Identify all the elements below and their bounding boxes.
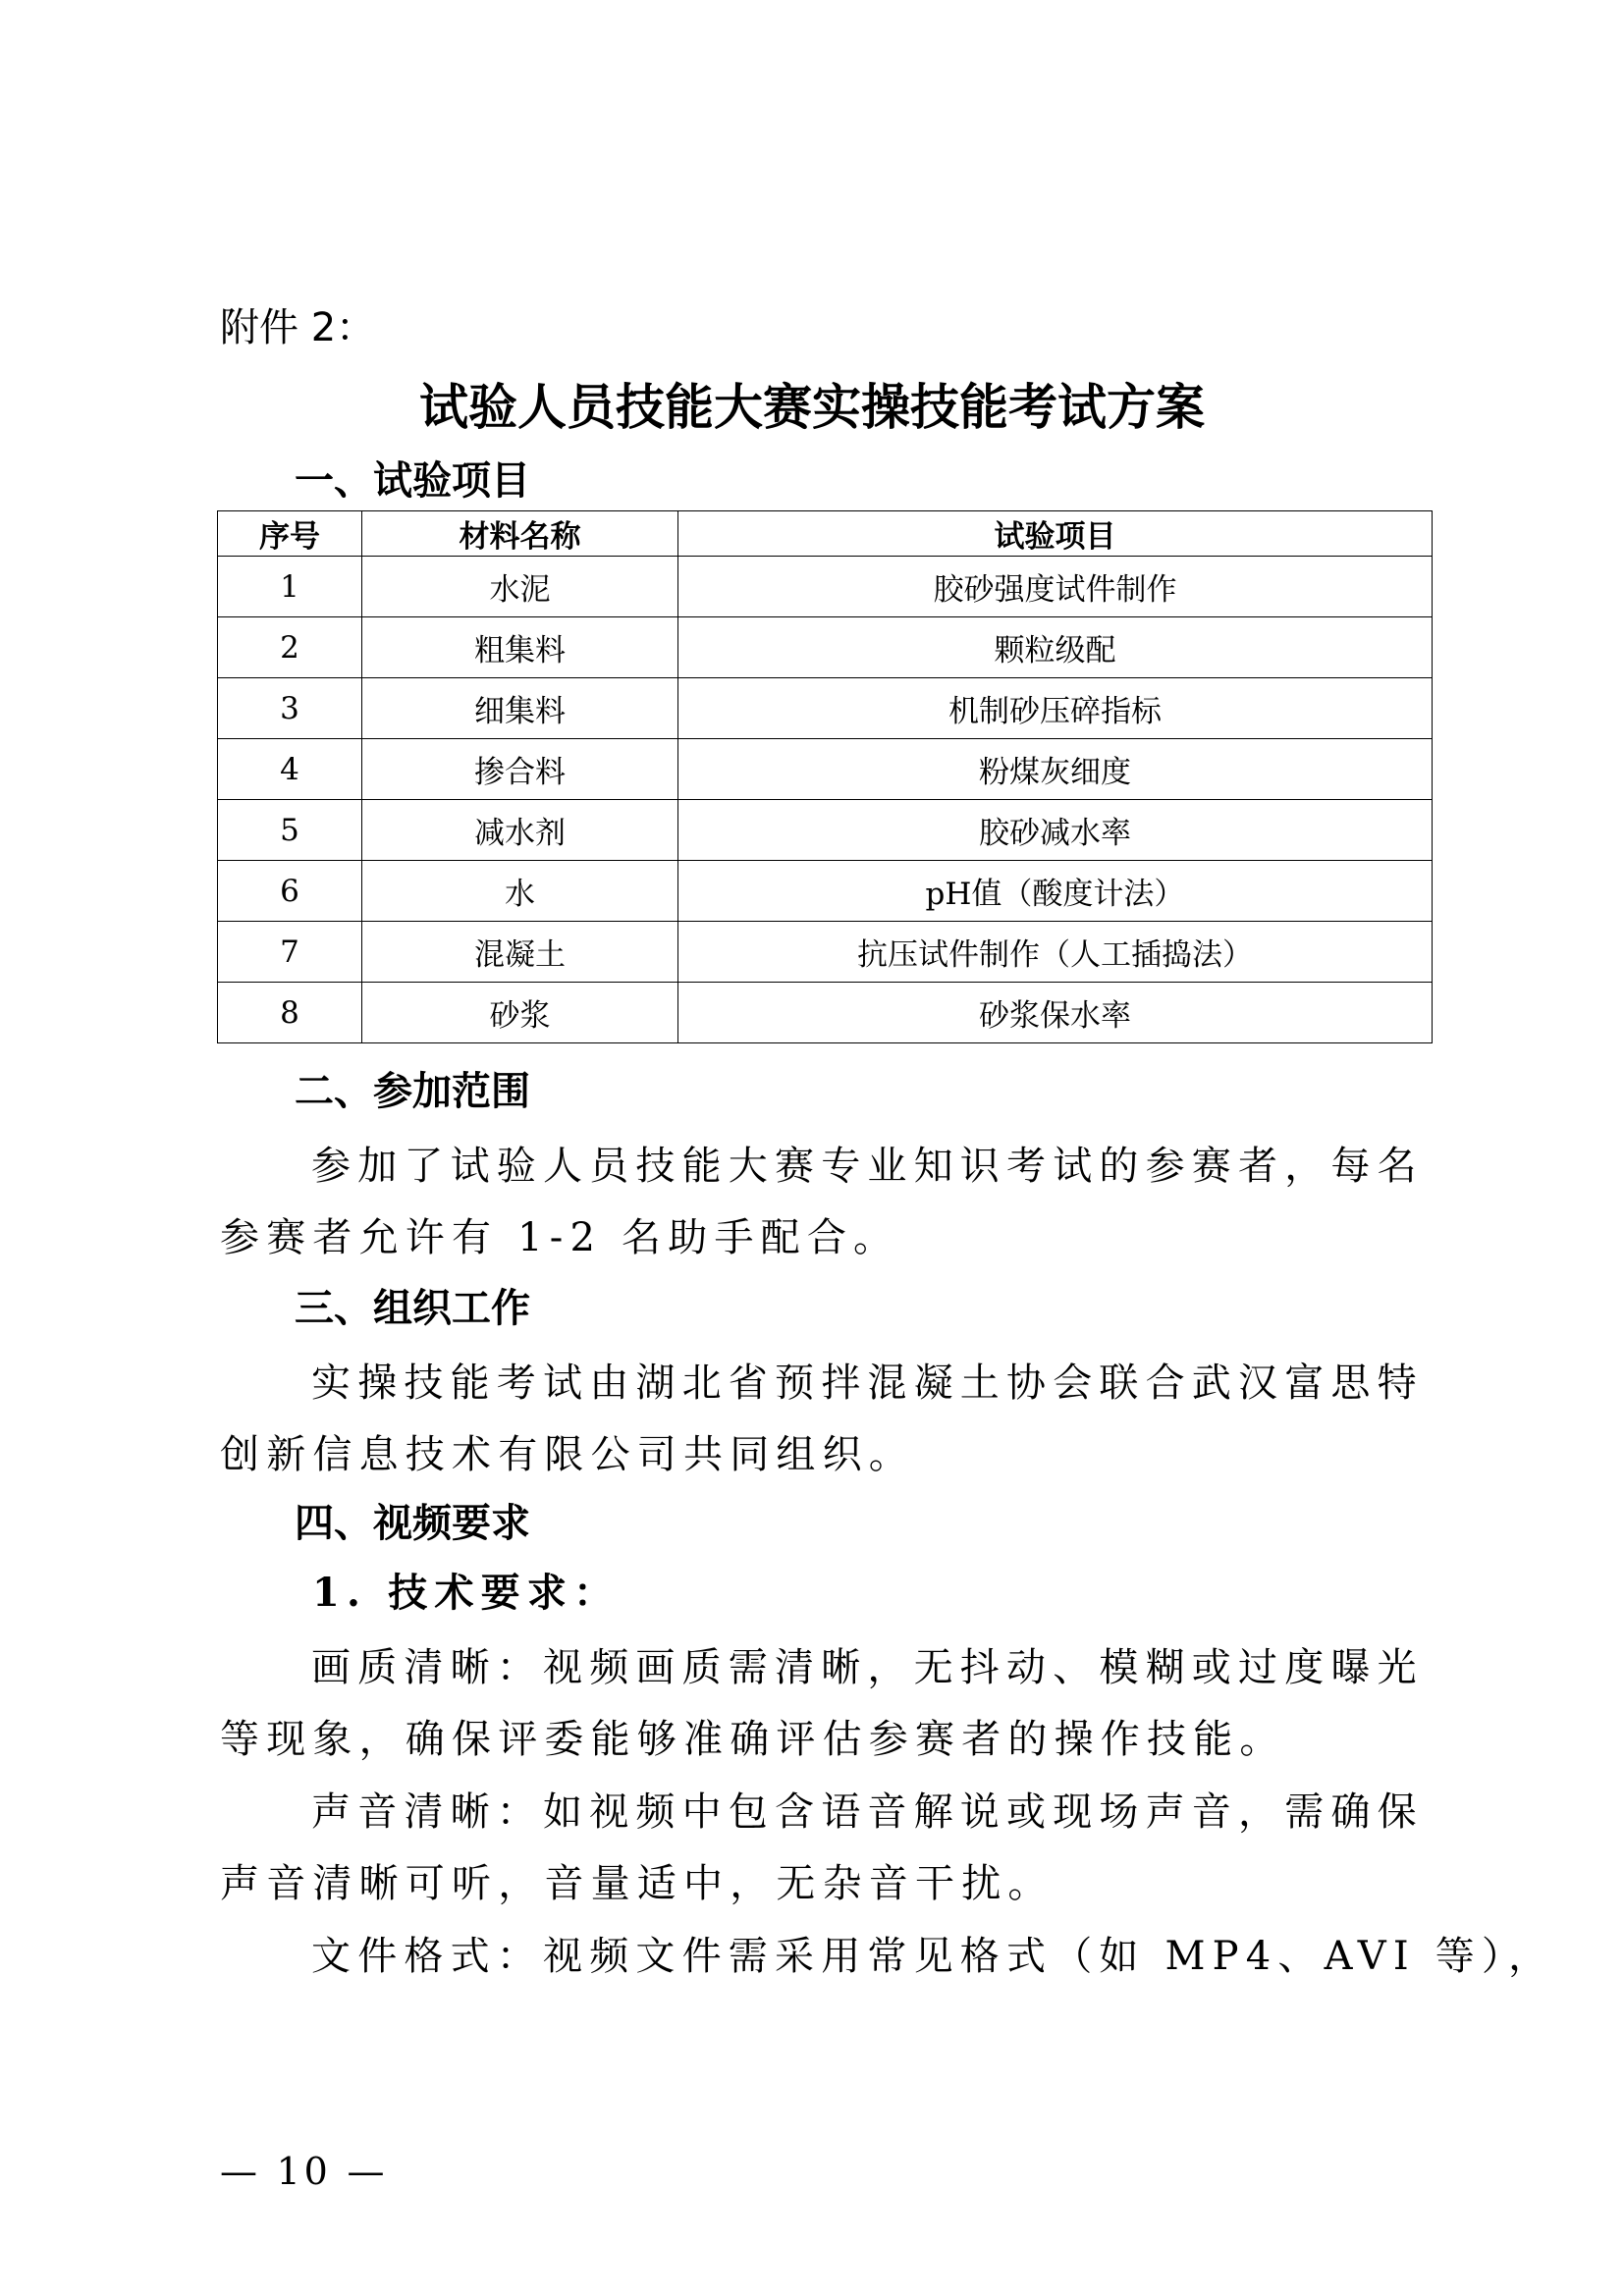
technical-requirements-subheading: 1. 技术要求： — [312, 1570, 621, 1616]
cell-material: 掺合料 — [362, 739, 678, 800]
section-4-heading: 四、视频要求 — [295, 1501, 530, 1546]
table-row — [218, 861, 1433, 922]
page-number: — 10 — — [220, 2150, 389, 2193]
cell-material: 粗集料 — [362, 617, 678, 678]
paragraph-line: 文件格式：视频文件需采用常见格式（如 MP4、AVI 等）， — [311, 1934, 1555, 1979]
cell-test-item: 胶砂减水率 — [678, 800, 1433, 861]
attachment-label: 附件 2： — [220, 305, 376, 350]
cell-index: 1 — [218, 557, 362, 617]
cell-test-item: 胶砂强度试件制作 — [678, 557, 1433, 617]
paragraph-line: 声音清晰：如视频中包含语音解说或现场声音，需确保 — [311, 1789, 1424, 1835]
test-items-table — [217, 510, 1433, 1043]
paragraph-line: 实操技能考试由湖北省预拌混凝土协会联合武汉富思特 — [311, 1361, 1424, 1406]
cell-material: 水 — [362, 861, 678, 922]
document-title: 试验人员技能大赛实操技能考试方案 — [419, 378, 1205, 436]
header-test-item: 试验项目 — [678, 511, 1433, 557]
table-row — [218, 739, 1433, 800]
file-format-paragraph — [220, 1921, 1555, 1993]
section-2-paragraph — [220, 1131, 1430, 1274]
cell-material: 砂浆 — [362, 983, 678, 1043]
cell-index: 3 — [218, 678, 362, 739]
cell-test-item: 机制砂压碎指标 — [678, 678, 1433, 739]
table-row — [218, 922, 1433, 983]
cell-test-item: 粉煤灰细度 — [678, 739, 1433, 800]
paragraph-line: 创新信息技术有限公司共同组织。 — [220, 1432, 915, 1477]
cell-material: 混凝土 — [362, 922, 678, 983]
table-row — [218, 617, 1433, 678]
table-row — [218, 983, 1433, 1043]
paragraph-line: 声音清晰可听，音量适中，无杂音干扰。 — [220, 1861, 1055, 1906]
cell-index: 4 — [218, 739, 362, 800]
cell-index: 2 — [218, 617, 362, 678]
cell-test-item: pH值（酸度计法） — [678, 861, 1433, 922]
section-3-heading: 三、组织工作 — [295, 1286, 530, 1331]
table-row — [218, 800, 1433, 861]
header-index: 序号 — [218, 511, 362, 557]
paragraph-line: 参赛者允许有 1-2 名助手配合。 — [220, 1215, 900, 1260]
cell-test-item: 颗粒级配 — [678, 617, 1433, 678]
table-header-row — [218, 511, 1433, 557]
table-row — [218, 557, 1433, 617]
cell-index: 8 — [218, 983, 362, 1043]
cell-index: 6 — [218, 861, 362, 922]
cell-material: 细集料 — [362, 678, 678, 739]
paragraph-line: 参加了试验人员技能大赛专业知识考试的参赛者，每名 — [311, 1144, 1424, 1189]
picture-quality-paragraph — [220, 1632, 1430, 1776]
header-material: 材料名称 — [362, 511, 678, 557]
cell-test-item: 砂浆保水率 — [678, 983, 1433, 1043]
paragraph-line: 画质清晰：视频画质需清晰，无抖动、模糊或过度曝光 — [311, 1645, 1424, 1690]
cell-index: 7 — [218, 922, 362, 983]
section-3-paragraph — [220, 1348, 1430, 1491]
paragraph-line: 等现象，确保评委能够准确评估参赛者的操作技能。 — [220, 1717, 1286, 1762]
cell-material: 水泥 — [362, 557, 678, 617]
audio-quality-paragraph — [220, 1777, 1430, 1920]
section-1-heading: 一、试验项目 — [295, 458, 530, 504]
cell-material: 减水剂 — [362, 800, 678, 861]
cell-test-item: 抗压试件制作（人工插捣法） — [678, 922, 1433, 983]
section-2-heading: 二、参加范围 — [295, 1069, 530, 1114]
cell-index: 5 — [218, 800, 362, 861]
table-row — [218, 678, 1433, 739]
